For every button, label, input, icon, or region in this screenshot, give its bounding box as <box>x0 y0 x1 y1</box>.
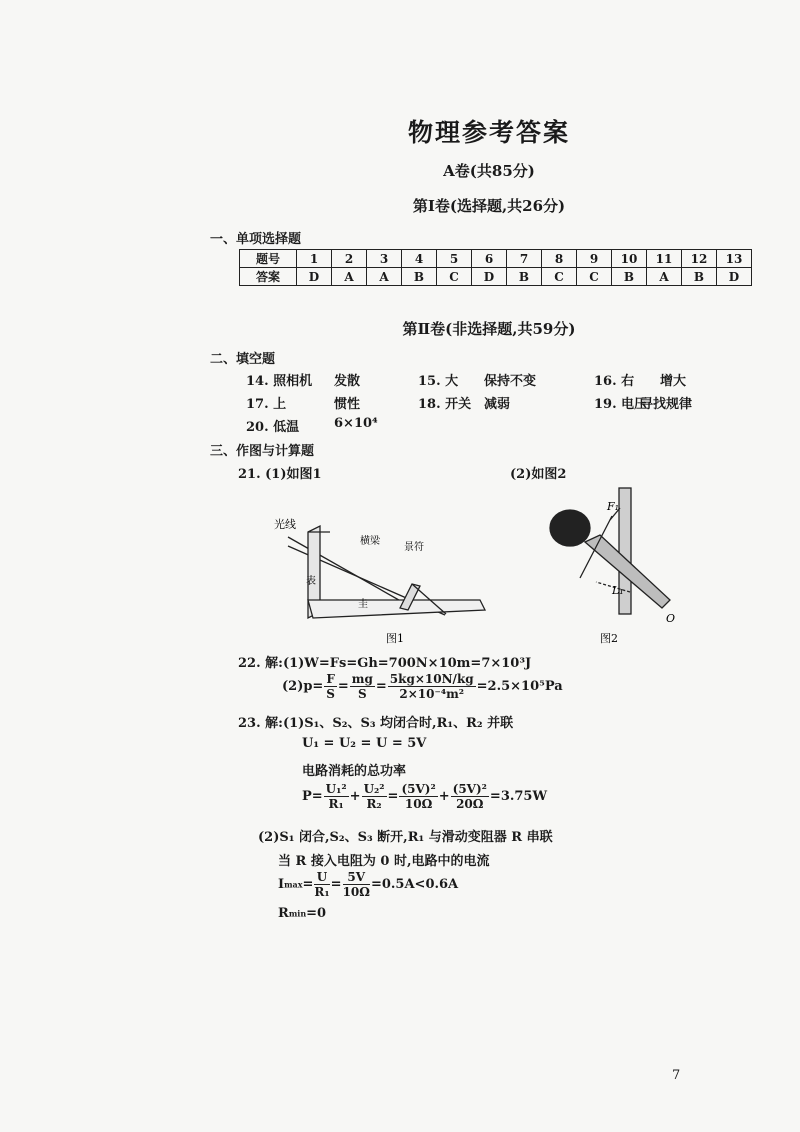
fraction-num: mg <box>351 672 373 686</box>
fill-answer-q: 18. 开关 <box>418 397 472 412</box>
fraction-den: R₁ <box>314 885 330 899</box>
fill-answer-a: 保持不变 <box>484 374 537 389</box>
fraction-num: (5V)² <box>452 782 487 796</box>
fill-answer-q: 17. 上 <box>246 397 287 412</box>
table-cell: D <box>297 268 332 286</box>
table-cell: B <box>682 268 717 286</box>
figure-2-lever <box>540 480 700 650</box>
q23-line-1: 23. 解:(1)S₁、S₂、S₃ 均闭合时,R₁、R₂ 并联 <box>238 716 514 731</box>
fraction <box>451 782 489 811</box>
section-two-heading: 二、填空题 <box>210 352 276 367</box>
fraction-den: 10Ω <box>342 885 370 899</box>
fraction-num: 5V <box>343 870 370 885</box>
fraction-num: U₁² <box>325 782 347 796</box>
fraction-den: 20Ω <box>456 797 484 811</box>
table-cell: A <box>332 268 367 286</box>
table-cell: B <box>507 268 542 286</box>
fraction <box>350 672 375 701</box>
fill-answer-q: 20. 低温 <box>246 420 300 435</box>
fraction <box>324 782 349 811</box>
q22-l2-pre: (2)p= <box>282 679 324 694</box>
table-cell: 5 <box>437 250 472 268</box>
table-cell: 7 <box>507 250 542 268</box>
table-head-number: 题号 <box>240 250 297 268</box>
fig1-label-biao: 表 <box>306 576 316 587</box>
fill-answer-q: 19. 电压 <box>594 397 648 412</box>
section-one-heading: 一、单项选择题 <box>210 232 302 247</box>
fraction-den: R₁ <box>328 797 344 811</box>
table-head-answer: 答案 <box>240 268 297 286</box>
table-cell: 2 <box>332 250 367 268</box>
q23-l8-sub: min <box>288 908 307 919</box>
fraction-den: S <box>357 687 367 701</box>
table-row-answers <box>240 268 752 286</box>
q23-l8-post: =0 <box>306 906 327 921</box>
fraction <box>314 870 329 899</box>
table-cell: 10 <box>612 250 647 268</box>
part-two-heading: 第Ⅱ卷(非选择题,共59分) <box>402 320 576 338</box>
fraction-den: R₂ <box>366 797 382 811</box>
fraction-den: S <box>326 687 335 701</box>
fill-answer-a: 6×10⁴ <box>334 416 378 431</box>
fraction-num: (5V)² <box>401 782 436 796</box>
table-cell: C <box>577 268 612 286</box>
q23-line-4: P= $\frac{\text{U₁²}}{\text{R₁}}$ + $\frac{\text{U₂²}}{\text{R₂}}$ = $\frac{\text{(5V)²}}{10\Omega}$ + $\frac{\text{(5V)²}}{20\Omega}$ =3.75W <box>302 782 548 811</box>
table-cell: 13 <box>717 250 752 268</box>
q22-line-1: 22. 解:(1)W=Fs=Gh=700N×10m=7×10³J <box>238 656 532 671</box>
q23-line-3: 电路消耗的总功率 <box>302 764 407 779</box>
q23-line-2: U₁ = U₂ = U = 5V <box>302 736 427 751</box>
fraction-den: 10Ω <box>404 797 433 811</box>
table-cell: C <box>437 268 472 286</box>
fraction <box>343 870 370 899</box>
fig2-caption: 图2 <box>600 632 618 645</box>
table-cell: 6 <box>472 250 507 268</box>
fraction-num: U₂² <box>363 782 385 796</box>
table-cell: A <box>647 268 682 286</box>
q21-part2-label: (2)如图2 <box>510 467 567 482</box>
q21-part1-label: 21. (1)如图1 <box>238 467 322 482</box>
table-cell: B <box>612 268 647 286</box>
fill-answer-q: 14. 照相机 <box>246 374 313 389</box>
fig2-label-l1: L₁ <box>612 584 624 597</box>
table-row-numbers <box>240 250 752 268</box>
table-cell: D <box>472 268 507 286</box>
fill-answer-q: 15. 大 <box>418 374 459 389</box>
fill-answer-a: 发散 <box>334 374 361 389</box>
figure-1-gnomon <box>270 500 500 650</box>
table-cell: 4 <box>402 250 437 268</box>
page-number: 7 <box>672 1068 681 1083</box>
fill-answer-q: 16. 右 <box>594 374 635 389</box>
table-cell: 8 <box>542 250 577 268</box>
fill-answer-a: 增大 <box>660 374 687 389</box>
answer-table <box>239 249 752 286</box>
table-cell: 3 <box>367 250 402 268</box>
table-cell: C <box>542 268 577 286</box>
fraction <box>324 672 337 701</box>
table-cell: 12 <box>682 250 717 268</box>
fig1-caption: 图1 <box>386 632 404 645</box>
fig1-label-beam: 横梁 <box>360 536 380 547</box>
fraction-num: 5kg×10N/kg <box>389 672 474 686</box>
q23-l7-post: =0.5A<0.6A <box>370 877 459 892</box>
fraction <box>399 782 437 811</box>
q23-l4-post: =3.75W <box>489 789 548 804</box>
page-title: 物理参考答案 <box>407 118 570 147</box>
q23-line-8 <box>278 906 326 921</box>
section-three-heading: 三、作图与计算题 <box>210 444 315 459</box>
table-cell: 11 <box>647 250 682 268</box>
q23-l7-pre: I <box>278 877 285 892</box>
fill-answer-a: 惯性 <box>334 397 361 412</box>
q23-line-6: 当 R 接入电阻为 0 时,电路中的电流 <box>278 854 490 869</box>
fraction-num: F <box>326 672 335 686</box>
table-cell: D <box>717 268 752 286</box>
q23-l4-pre: P= <box>302 789 323 804</box>
fig2-label-f1: F₁ <box>607 500 620 513</box>
fig2-label-o: O <box>666 612 676 625</box>
q23-line-5: (2)S₁ 闭合,S₂、S₃ 断开,R₁ 与滑动变阻器 R 串联 <box>258 830 553 845</box>
q22-line-2: (2)p= $\frac{F}{S}$ = $\frac{mg}{S}$ = $\frac{5kg\times 10N/kg}{\text{2×10⁻⁴m²}}$ =2.5×10⁵Pa <box>282 672 563 701</box>
q23-l7-sub: max <box>284 879 303 890</box>
table-cell: B <box>402 268 437 286</box>
part-one-heading: 第Ⅰ卷(选择题,共26分) <box>412 197 566 215</box>
fraction <box>388 672 476 701</box>
table-cell: A <box>367 268 402 286</box>
fraction-den: 2×10⁻⁴m² <box>399 687 465 701</box>
volume-a-heading: A卷(共85分) <box>443 162 535 180</box>
q22-l2-post: =2.5×10⁵Pa <box>476 679 563 694</box>
table-cell: 9 <box>577 250 612 268</box>
q23-line-7: Imax= $\frac{U}{\text{R₁}}$ = $\frac{5V}{10\Omega}$ =0.5A<0.6A <box>278 870 459 899</box>
fill-answer-a: 减弱 <box>484 397 511 412</box>
q23-l8-pre: R <box>278 906 289 921</box>
fig1-label-light: 光线 <box>274 518 296 531</box>
fig1-label-gui: 圭 <box>358 599 368 610</box>
table-cell: 1 <box>297 250 332 268</box>
fraction-num: U <box>314 870 329 885</box>
fraction <box>362 782 387 811</box>
fig1-label-jingfu: 景符 <box>404 542 424 553</box>
fill-answer-a: 寻找规律 <box>640 397 693 412</box>
